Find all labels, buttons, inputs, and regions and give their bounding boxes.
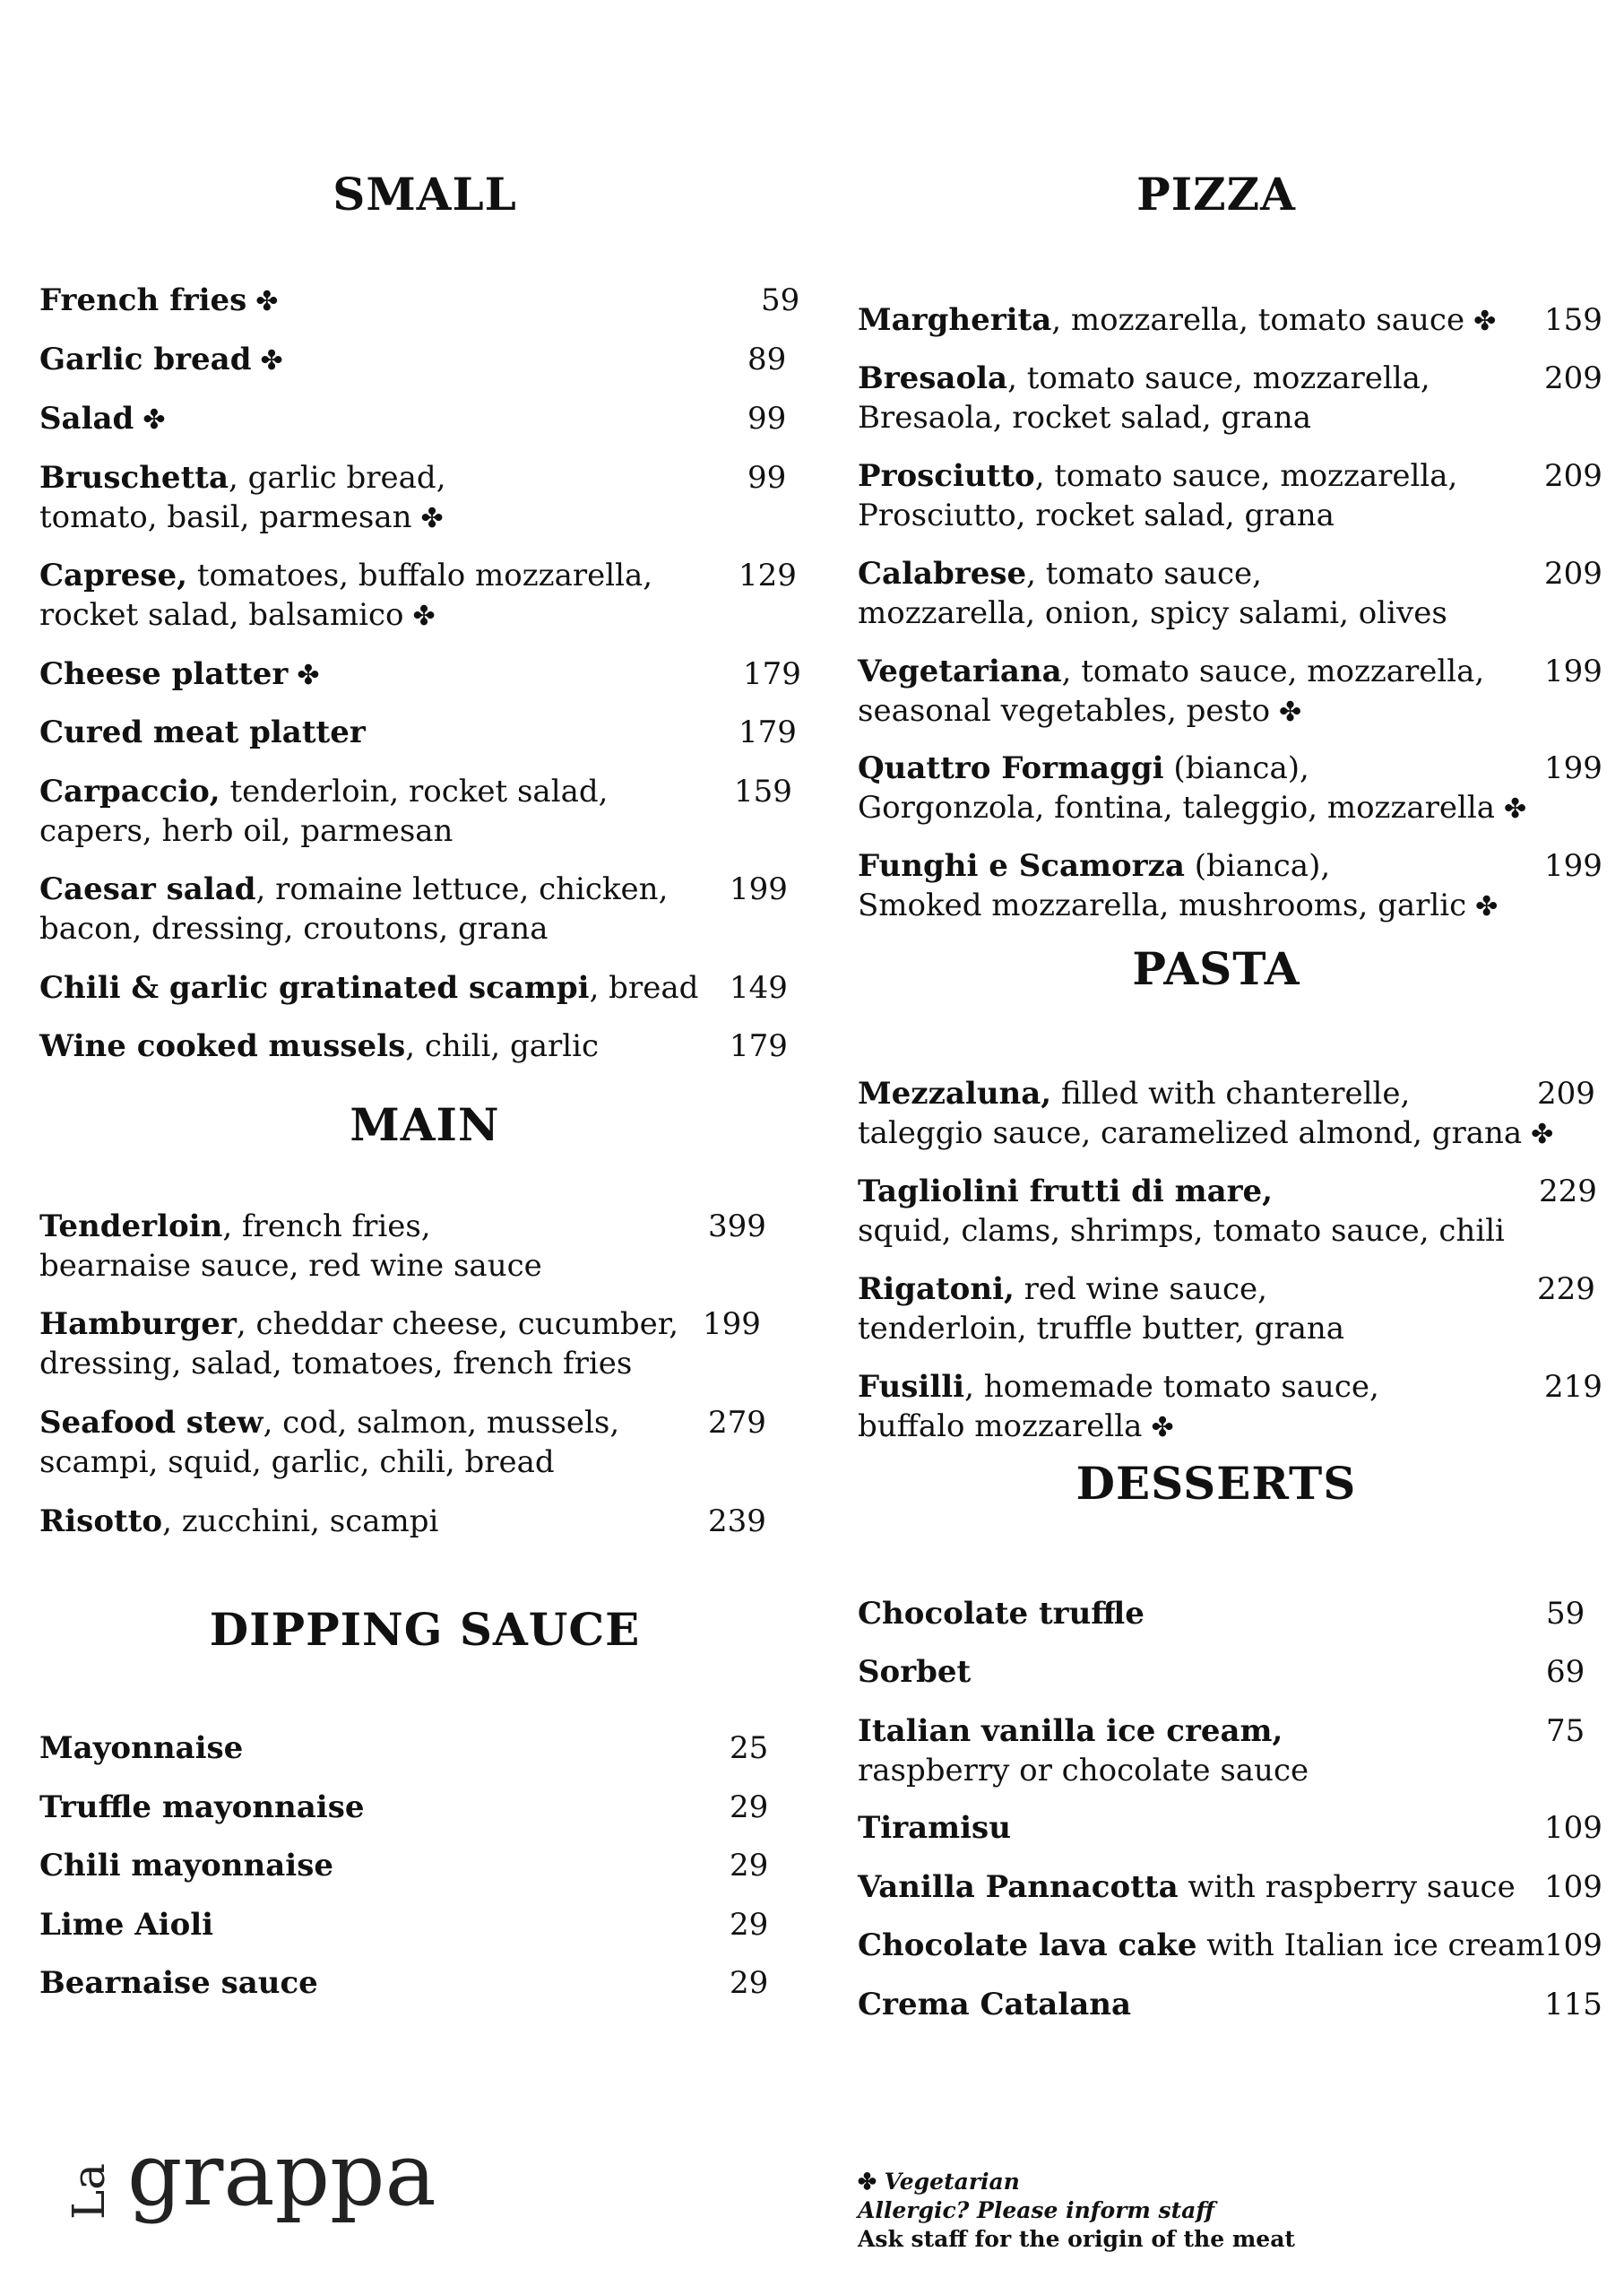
item-name: Crema Catalana <box>858 1987 1131 2022</box>
item-price: 129 <box>739 558 797 593</box>
item-description: scampi, squid, garlic, chili, bread <box>39 1444 555 1480</box>
item-price: 209 <box>1544 458 1602 494</box>
item-name: Calabrese <box>858 556 1027 592</box>
vegetarian-icon: ✤ <box>260 345 283 377</box>
item-description: Bresaola, rocket salad, grana <box>858 400 1311 436</box>
menu-item <box>858 846 1602 927</box>
item-line <box>858 1172 1505 1211</box>
item-description: , french fries, <box>222 1208 431 1244</box>
item-line <box>39 1728 243 1768</box>
item-description: with Italian ice cream <box>1196 1927 1545 1963</box>
item-price: 109 <box>1544 1869 1602 1905</box>
item-price: 29 <box>730 1848 769 1884</box>
section-dipping-sauce <box>39 1603 810 2001</box>
vegetarian-icon: ✤ <box>255 286 279 317</box>
item-name: Chocolate truffle <box>858 1596 1145 1632</box>
menu-item <box>858 1926 1602 1965</box>
item-description: capers, herb oil, parmesan <box>39 813 454 849</box>
item-description: red wine sauce, <box>1014 1271 1267 1307</box>
menu-item <box>858 1867 1602 1907</box>
item-description: with raspberry sauce <box>1178 1869 1516 1905</box>
section-heading: MAIN <box>350 1098 500 1151</box>
item-description: , zucchini, scampi <box>162 1503 439 1539</box>
item-description: tomatoes, buffalo mozzarella, <box>187 558 653 593</box>
item-line <box>858 359 1430 398</box>
item-name: Funghi e Scamorza <box>858 848 1185 884</box>
item-line <box>39 1905 213 1944</box>
menu-item <box>858 554 1602 633</box>
item-description: buffalo mozzarella <box>858 1408 1143 1444</box>
item-name: Seafood stew <box>39 1405 263 1441</box>
item-description: Smoked mozzarella, mushrooms, garlic <box>858 888 1467 923</box>
item-price: 209 <box>1544 360 1602 396</box>
item-description: taleggio sauce, caramelized almond, grana <box>858 1115 1523 1151</box>
item-name: Fusilli <box>858 1369 965 1405</box>
item-line <box>858 846 1498 886</box>
item-price: 109 <box>1544 1810 1602 1846</box>
menu-item <box>39 340 787 381</box>
item-line <box>858 300 1496 342</box>
item-name: French fries <box>39 282 247 318</box>
item-line <box>858 1926 1544 1965</box>
item-line <box>39 556 652 595</box>
item-price: 179 <box>730 1028 788 1064</box>
item-name: Truffle mayonnaise <box>39 1789 365 1825</box>
item-description: , tomato sauce, mozzarella, <box>1061 654 1485 689</box>
item-line <box>858 1074 1553 1113</box>
menu-item <box>39 870 788 948</box>
item-name: Cured meat platter <box>39 714 366 750</box>
menu-item <box>39 654 801 696</box>
vegetarian-icon: ✤ <box>412 601 436 632</box>
item-line <box>858 1367 1379 1407</box>
item-price: 209 <box>1544 556 1602 592</box>
item-name: Hamburger <box>39 1306 237 1342</box>
menu-item <box>39 1502 766 1541</box>
item-description-line2 <box>39 1344 678 1383</box>
item-name: Chocolate lava cake <box>858 1927 1197 1963</box>
item-price: 279 <box>708 1405 766 1441</box>
item-price: 159 <box>734 774 792 810</box>
item-line <box>39 1026 599 1066</box>
item-line <box>39 1963 318 2003</box>
item-name: Garlic bread <box>39 342 252 377</box>
menu-item <box>858 359 1602 437</box>
item-name: Italian vanilla ice cream, <box>858 1713 1283 1749</box>
item-price: 209 <box>1537 1076 1595 1112</box>
item-name: Sorbet <box>858 1654 972 1690</box>
item-description: (bianca), <box>1184 848 1331 884</box>
item-description: , garlic bread, <box>229 460 446 496</box>
vegetarian-icon: ✤ <box>420 503 444 534</box>
vegetarian-icon: ✤ <box>1531 1119 1554 1150</box>
menu-item <box>858 1594 1585 1633</box>
item-name: Salad <box>39 401 134 437</box>
item-description-line2 <box>858 1407 1379 1448</box>
item-description-line2 <box>39 1246 542 1286</box>
legend-vegetarian-text: Vegetarian <box>884 2169 1020 2195</box>
section-main <box>39 1098 810 1539</box>
item-price: 29 <box>730 1789 769 1825</box>
item-description: Gorgonzola, fontina, taleggio, mozzarella <box>858 790 1496 826</box>
item-price: 109 <box>1544 1927 1602 1963</box>
logo-grappa-text: grappa <box>127 2125 436 2225</box>
item-line <box>858 554 1447 593</box>
item-description-line2 <box>858 496 1457 535</box>
item-line <box>39 654 319 696</box>
section-heading: SMALL <box>333 168 517 221</box>
item-price: 399 <box>708 1208 766 1244</box>
item-line <box>39 870 668 909</box>
menu-item <box>39 713 797 752</box>
item-name: Tagliolini frutti di mare, <box>858 1173 1274 1209</box>
vegetarian-icon: ✤ <box>1473 306 1497 337</box>
menu-item <box>39 968 788 1008</box>
menu-item <box>858 300 1602 342</box>
item-description: raspberry or chocolate sauce <box>858 1753 1309 1788</box>
menu-item <box>858 1652 1585 1692</box>
item-price: 159 <box>1544 302 1602 338</box>
menu-item <box>39 1846 769 1885</box>
la-grappa-logo <box>54 2125 436 2239</box>
menu-item <box>858 456 1602 535</box>
item-line <box>39 399 165 440</box>
item-name: Caprese, <box>39 558 188 593</box>
item-name: Chili mayonnaise <box>39 1848 333 1884</box>
section-desserts <box>858 1457 1624 2022</box>
item-name: Quattro Formaggi <box>858 750 1164 786</box>
item-description-line2 <box>858 691 1484 732</box>
item-description-line2 <box>39 909 668 948</box>
item-line <box>858 1711 1309 1751</box>
item-line <box>39 772 608 811</box>
item-description: tenderloin, rocket salad, <box>220 774 609 810</box>
item-price: 69 <box>1546 1654 1585 1690</box>
item-name: Margherita <box>858 302 1052 338</box>
item-description-line2 <box>39 811 608 851</box>
item-line <box>39 1403 619 1442</box>
item-price: 239 <box>708 1503 766 1539</box>
vegetarian-icon: ✤ <box>1151 1412 1174 1443</box>
item-description: , tomato sauce, mozzarella, <box>1007 360 1430 396</box>
item-name: Caesar salad <box>39 871 256 907</box>
item-description: tomato, basil, parmesan <box>39 499 412 535</box>
item-price: 59 <box>761 282 800 318</box>
item-price: 179 <box>743 656 801 692</box>
item-description: (bianca), <box>1163 750 1309 786</box>
item-name: Vegetariana <box>858 654 1062 689</box>
item-description: rocket salad, balsamico <box>39 597 404 633</box>
item-description: tenderloin, truffle butter, grana <box>858 1311 1345 1347</box>
item-name: Wine cooked mussels <box>39 1028 406 1064</box>
item-description: bearnaise sauce, red wine sauce <box>39 1248 542 1284</box>
menu-item <box>39 1905 769 1944</box>
item-line <box>858 749 1526 788</box>
item-price: 29 <box>730 1965 769 2001</box>
item-name: Lime Aioli <box>39 1907 214 1943</box>
menu-item <box>858 1808 1602 1848</box>
item-description-line2 <box>858 1309 1344 1348</box>
vegetarian-icon: ✤ <box>1475 891 1499 922</box>
item-line <box>39 968 698 1008</box>
item-line <box>858 1652 971 1692</box>
menu-item <box>858 1074 1595 1155</box>
item-price: 199 <box>1544 654 1602 689</box>
legend-vegetarian <box>858 2168 1295 2196</box>
item-description: Prosciutto, rocket salad, grana <box>858 498 1335 533</box>
item-name: Risotto <box>39 1503 163 1539</box>
menu-item <box>39 1026 788 1066</box>
item-price: 89 <box>747 342 787 377</box>
item-price: 199 <box>1544 848 1602 884</box>
menu-item <box>858 749 1602 829</box>
item-name: Rigatoni, <box>858 1271 1015 1307</box>
section-heading: DIPPING SAUCE <box>209 1603 641 1656</box>
item-line <box>39 1304 678 1344</box>
item-name: Carpaccio, <box>39 774 220 810</box>
item-description: mozzarella, onion, spicy salami, olives <box>858 595 1447 631</box>
item-price: 99 <box>747 401 787 437</box>
item-name: Bearnaise sauce <box>39 1965 318 2001</box>
legend-origin: Ask staff for the origin of the meat <box>858 2226 1295 2252</box>
item-name: Cheese platter <box>39 656 289 692</box>
item-price: 219 <box>1544 1369 1602 1405</box>
menu-item <box>39 1728 769 1768</box>
menu-item <box>39 1207 766 1286</box>
item-price: 59 <box>1546 1596 1585 1632</box>
item-description: , cheddar cheese, cucumber, <box>236 1306 679 1342</box>
section-pasta <box>858 942 1624 1444</box>
item-description: dressing, salad, tomatoes, french fries <box>39 1346 633 1381</box>
item-description: , tomato sauce, <box>1026 556 1262 592</box>
vegetarian-icon: ✤ <box>143 404 166 436</box>
menu-item <box>858 1985 1602 2024</box>
item-description: , tomato sauce, mozzarella, <box>1034 458 1458 494</box>
item-price: 199 <box>730 871 788 907</box>
item-price: 115 <box>1544 1987 1602 2022</box>
item-description-line2 <box>858 1113 1553 1155</box>
item-description: , mozzarella, tomato sauce <box>1051 302 1465 338</box>
item-name: Bruschetta <box>39 460 229 496</box>
vegetarian-icon: ✤ <box>297 660 320 691</box>
logo-la-text: La <box>63 2162 115 2220</box>
menu-item <box>39 1963 769 2003</box>
menu-item <box>858 652 1602 732</box>
item-line <box>39 1846 333 1885</box>
item-line <box>858 456 1457 496</box>
item-name: Tenderloin <box>39 1208 223 1244</box>
item-name: Mayonnaise <box>39 1730 244 1766</box>
item-name: Bresaola <box>858 360 1008 396</box>
item-description-line2 <box>39 1442 619 1482</box>
item-description-line2 <box>858 1751 1309 1790</box>
item-price: 149 <box>730 970 788 1006</box>
vegetarian-icon: ✤ <box>1279 697 1302 728</box>
item-price: 229 <box>1537 1271 1595 1307</box>
menu-item <box>39 1304 761 1383</box>
item-description: , romaine lettuce, chicken, <box>255 871 669 907</box>
legend-allergic: Allergic? Please inform staff <box>858 2197 1215 2223</box>
menu-item <box>39 772 792 851</box>
menu-item <box>39 458 787 539</box>
item-name: Vanilla Pannacotta <box>858 1869 1179 1905</box>
item-line <box>858 652 1484 691</box>
item-line <box>858 1808 1011 1848</box>
item-name: Chili & garlic gratinated scampi <box>39 970 590 1006</box>
item-name: Prosciutto <box>858 458 1035 494</box>
item-description: , bread <box>589 970 699 1006</box>
menu-item <box>39 281 800 322</box>
item-price: 229 <box>1539 1173 1597 1209</box>
item-price: 75 <box>1546 1713 1585 1749</box>
item-price: 99 <box>747 460 787 496</box>
footer-legend <box>858 2168 1295 2254</box>
item-line <box>858 1269 1344 1309</box>
item-description-line2 <box>858 886 1498 927</box>
section-heading: PIZZA <box>1136 168 1296 221</box>
menu-item <box>858 1172 1597 1251</box>
section-small <box>39 168 810 1064</box>
item-line <box>39 281 278 322</box>
menu-item <box>39 1403 766 1482</box>
vegetarian-icon: ✤ <box>1504 793 1527 825</box>
item-line <box>39 713 366 752</box>
item-line <box>39 1788 365 1827</box>
item-description: , cod, salmon, mussels, <box>263 1405 620 1441</box>
item-description-line2 <box>858 398 1430 437</box>
item-description: , homemade tomato sauce, <box>964 1369 1379 1405</box>
item-description-line2 <box>858 593 1447 633</box>
item-line <box>858 1985 1131 2024</box>
item-line <box>39 1502 438 1541</box>
item-line <box>39 458 446 498</box>
item-description-line2 <box>39 498 446 539</box>
item-price: 25 <box>730 1730 769 1766</box>
item-price: 179 <box>739 714 797 750</box>
item-line <box>858 1867 1516 1907</box>
vegetarian-icon: ✤ <box>858 2169 877 2195</box>
item-line <box>858 1594 1145 1633</box>
item-price: 199 <box>1544 750 1602 786</box>
menu-item <box>858 1269 1595 1348</box>
item-description: seasonal vegetables, pesto <box>858 693 1271 729</box>
menu-item <box>39 556 797 637</box>
item-description: squid, clams, shrimps, tomato sauce, chili <box>858 1213 1505 1249</box>
section-heading: PASTA <box>1132 942 1300 995</box>
item-name: Mezzaluna, <box>858 1076 1052 1112</box>
menu-item <box>858 1711 1585 1790</box>
menu-item <box>39 399 787 440</box>
item-description: filled with chanterelle, <box>1051 1076 1411 1112</box>
item-description: , chili, garlic <box>405 1028 600 1064</box>
menu-item <box>39 1788 769 1827</box>
item-description: bacon, dressing, croutons, grana <box>39 911 549 947</box>
section-heading: DESSERTS <box>1075 1457 1357 1510</box>
section-pizza <box>858 168 1624 923</box>
item-price: 29 <box>730 1907 769 1943</box>
item-description-line2 <box>858 1211 1505 1251</box>
menu-item <box>858 1367 1602 1448</box>
item-line <box>39 340 283 381</box>
item-description-line2 <box>858 788 1526 829</box>
item-price: 199 <box>703 1306 761 1342</box>
item-line <box>39 1207 542 1246</box>
item-name: Tiramisu <box>858 1810 1011 1846</box>
item-description-line2 <box>39 595 652 637</box>
